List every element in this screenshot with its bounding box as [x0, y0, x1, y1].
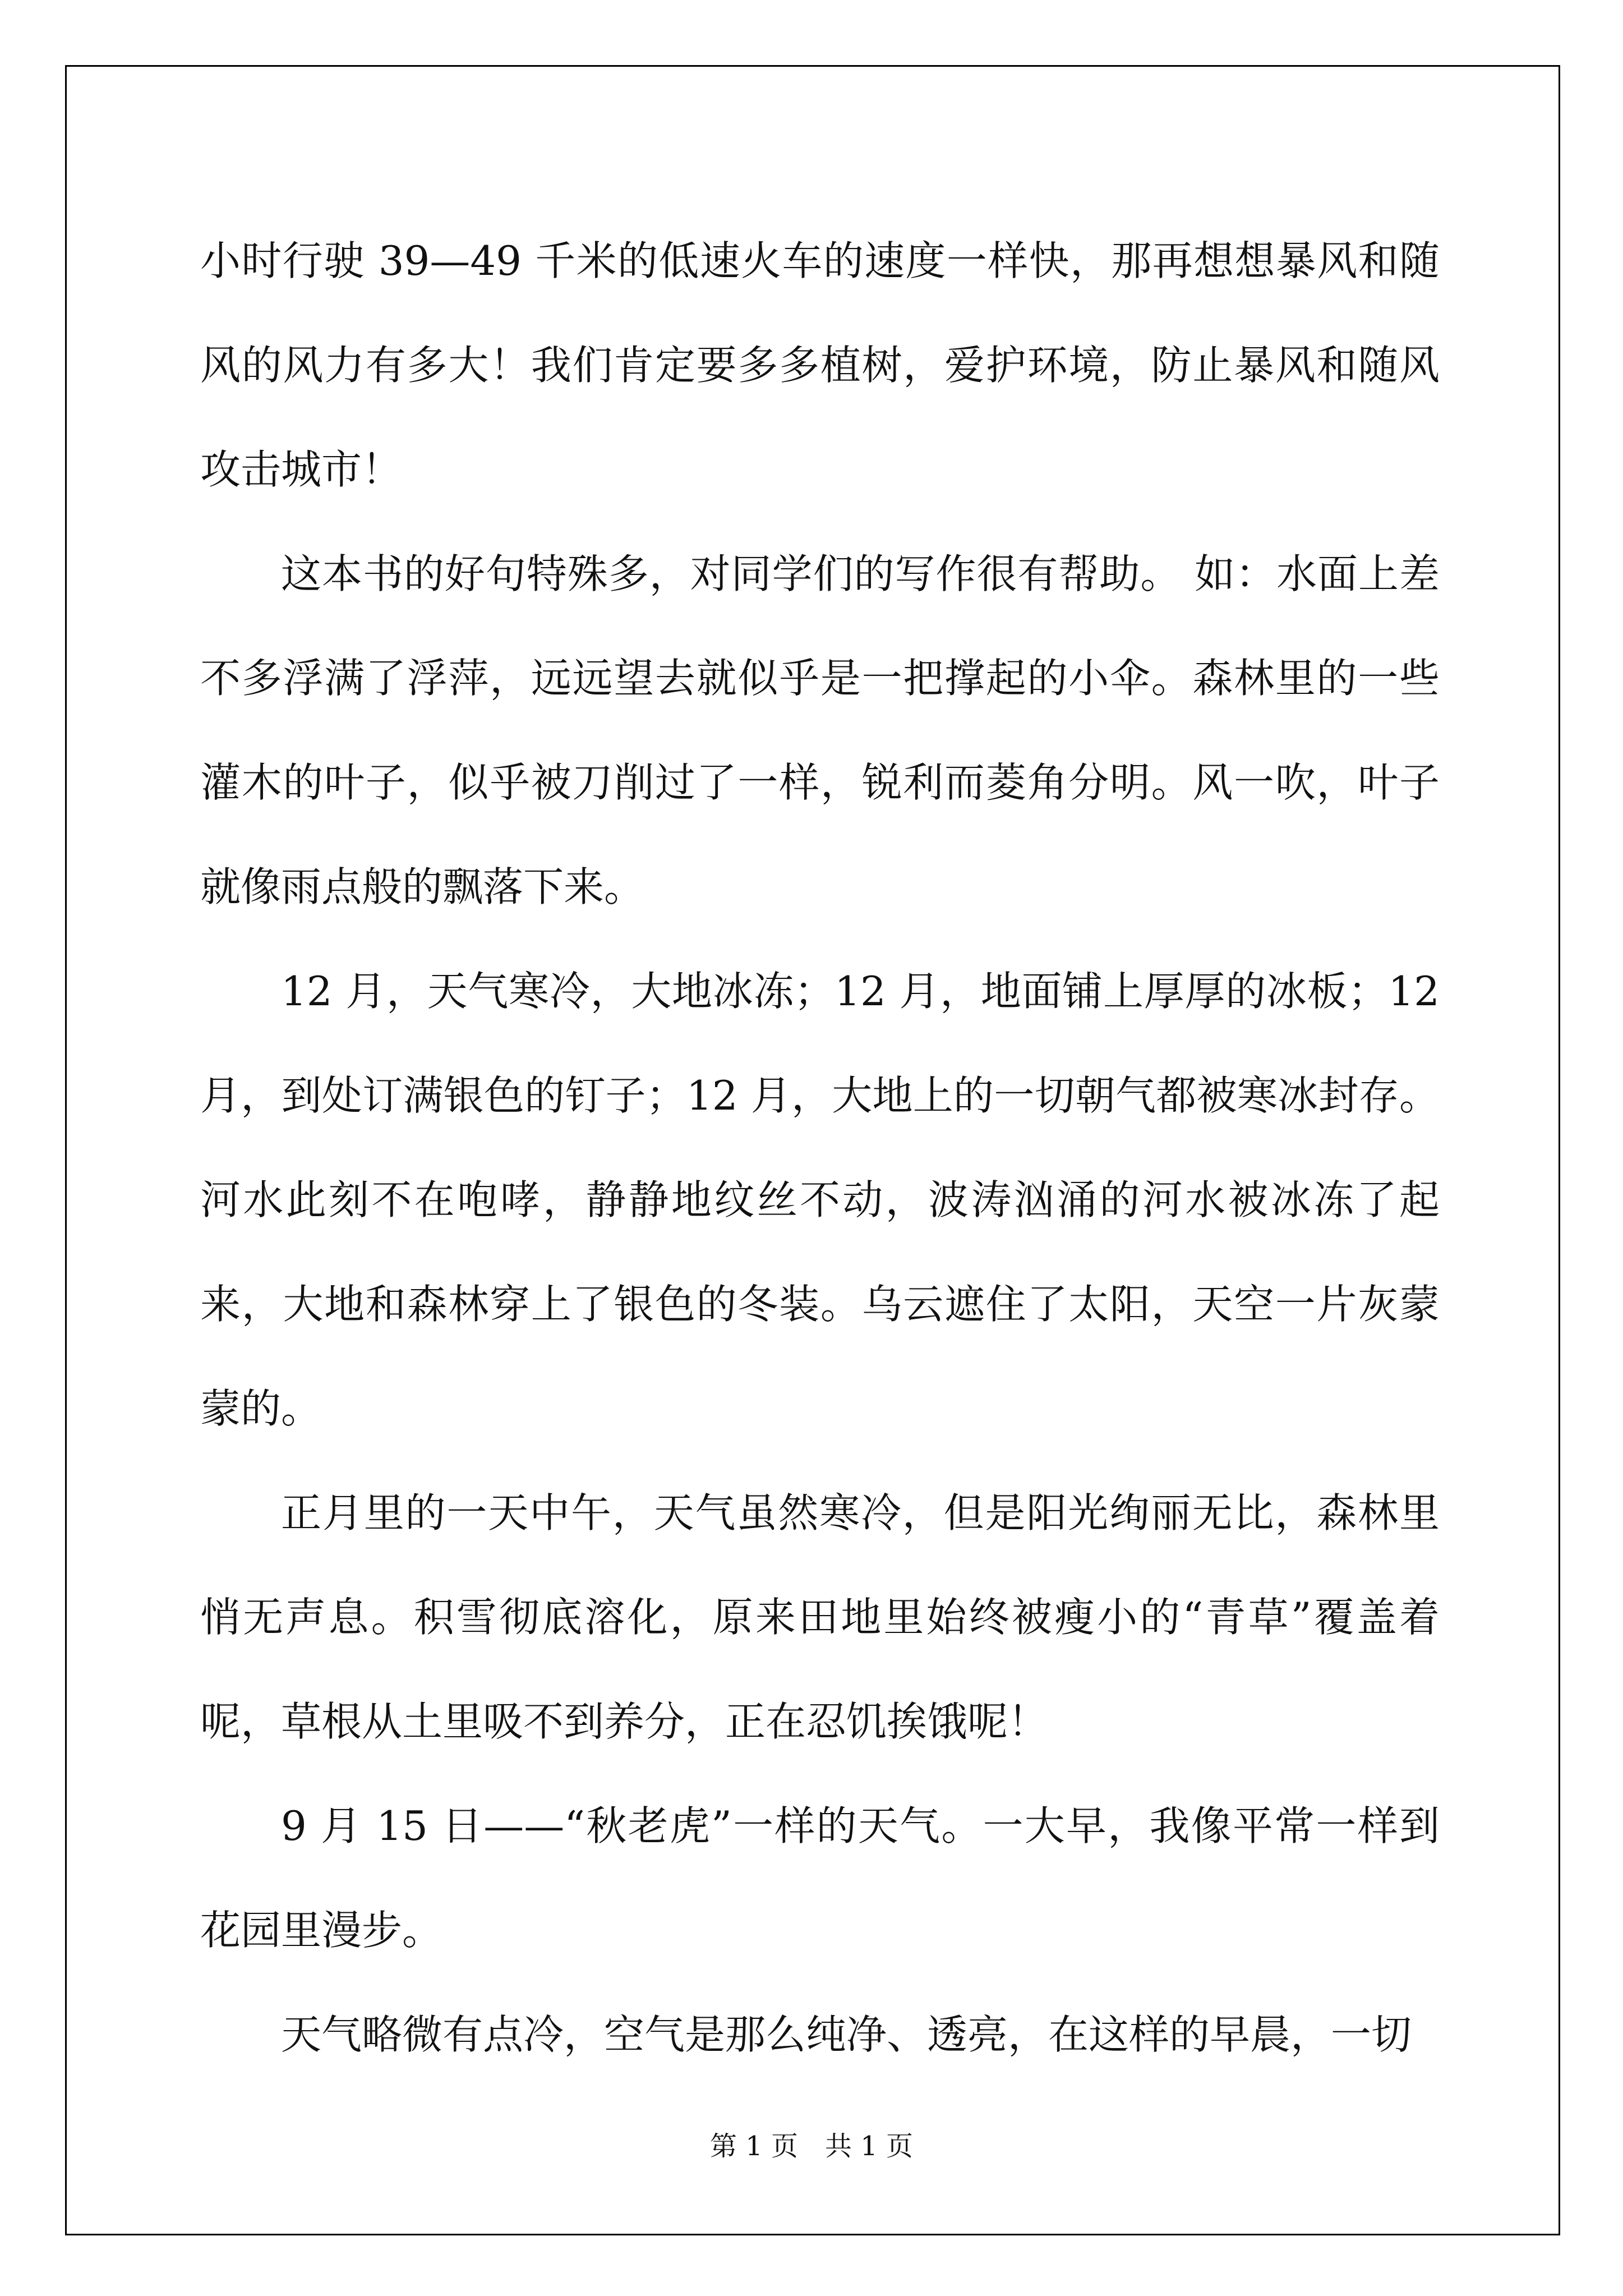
paragraph-6: 天气略微有点冷，空气是那么纯净、透亮，在这样的早晨，一切 — [281, 2011, 1412, 2058]
paragraph-1: 小时行驶 39—49 千米的低速火车的速度一样快，那再想想暴风和随风的风力有多大！我们肯定要多多植树，爱护环境，防止暴风和随风攻击城市！ — [200, 237, 1440, 493]
paragraph-5: 9 月 15 日——“秋老虎”一样的天气。一大早，我像平常一样到花园里漫步。 — [200, 1802, 1440, 1954]
paragraph-2: 这本书的好句特殊多，对同学们的写作很有帮助。 如：水面上差不多浮满了浮萍，远远望去就似乎是一把撑起的小伞。森林里的一些灌木的叶子，似乎被刀削过了一样，锐利而菱角分明。风一吹，叶子就像雨点般的飘落下来。 — [200, 550, 1440, 910]
document-body — [200, 209, 1440, 2087]
paragraph-3: 12 月，天气寒冷，大地冰冻；12 月，地面铺上厚厚的冰板；12 月，到处订满银色的钉子；12 月，大地上的一切朝气都被寒冰封存。河水此刻不在咆哮，静静地纹丝不动，波涛汹涌的河水被冰冻了起来，大地和森林穿上了银色的冬装。乌云遮住了太阳，天空一片灰蒙蒙的。 — [200, 968, 1440, 1432]
page-number-footer: 第 1 页 共 1 页 — [709, 2131, 914, 2162]
paragraph-4: 正月里的一天中午，天气虽然寒冷，但是阳光绚丽无比，森林里悄无声息。积雪彻底溶化，原来田地里始终被瘦小的“青草”覆盖着呢，草根从土里吸不到养分，正在忍饥挨饿呢！ — [200, 1489, 1440, 1745]
